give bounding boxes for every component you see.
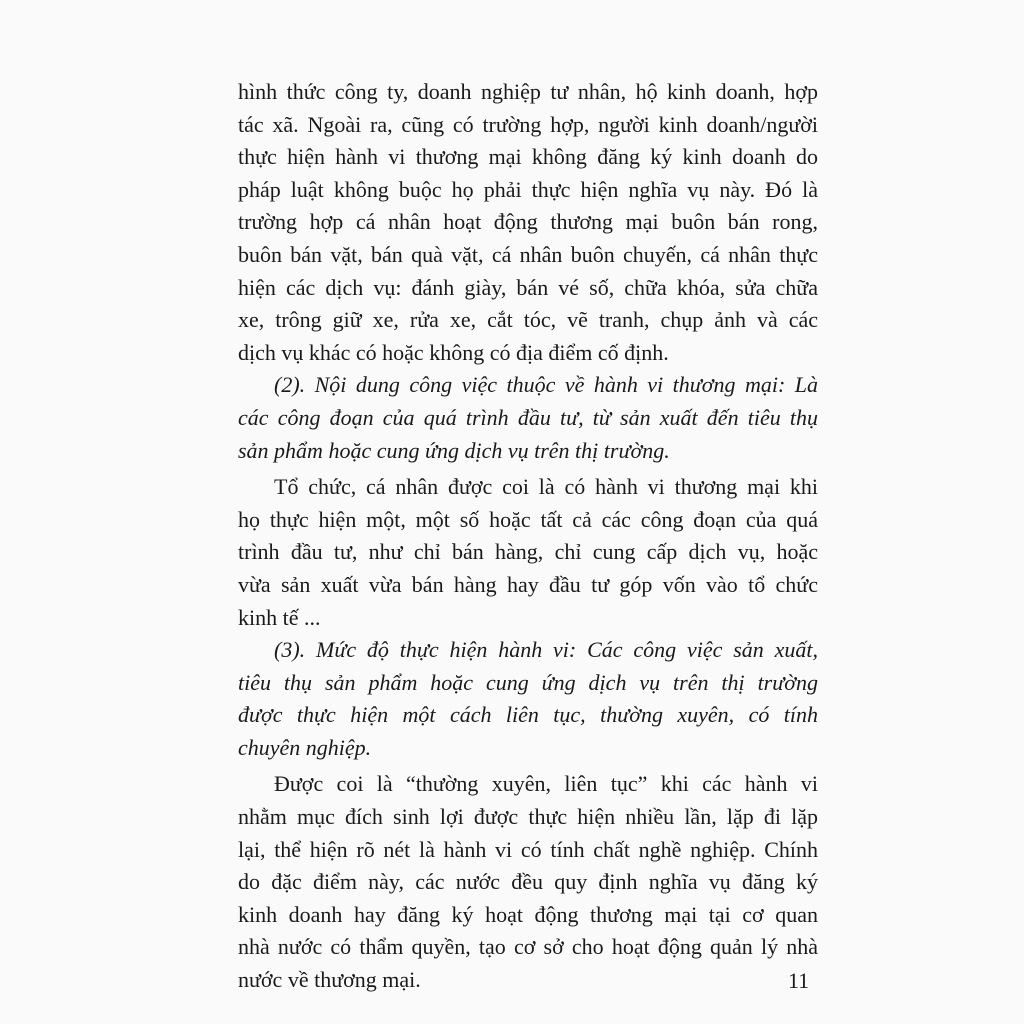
paragraph-4-italic (238, 634, 818, 764)
text-line: (3). Mức độ thực hiện hành vi: Các công việc sản xuất, (274, 637, 818, 663)
text-line: nhà nước có thẩm quyền, tạo cơ sở cho hoạt động quản lý nhà (238, 934, 818, 960)
text-line: được thực hiện một cách liên tục, thường xuyên, có tính (238, 702, 818, 728)
text-line: do đặc điểm này, các nước đều quy định nghĩa vụ đăng ký (238, 869, 818, 895)
text-line: Được coi là “thường xuyên, liên tục” khi các hành vi (274, 771, 818, 797)
text-line: hiện các dịch vụ: đánh giày, bán vé số, chữa khóa, sửa chữa (238, 274, 818, 300)
text-line: hình thức công ty, doanh nghiệp tư nhân, hộ kinh doanh, hợp (238, 79, 818, 104)
text-line: xe, trông giữ xe, rửa xe, cắt tóc, vẽ tranh, chụp ảnh và các (238, 307, 818, 333)
text-line: tác xã. Ngoài ra, cũng có trường hợp, người kinh doanh/người (238, 111, 818, 137)
paragraph-1 (238, 76, 818, 369)
text-line: họ thực hiện một, một số hoặc tất cả các công đoạn của quá (238, 506, 818, 532)
body-text (238, 76, 818, 997)
paragraph-2-italic (238, 369, 818, 467)
text-line: kinh doanh hay đăng ký hoạt động thương mại tại cơ quan (238, 901, 818, 927)
text-line: tiêu thụ sản phẩm hoặc cung ứng dịch vụ trên thị trường (238, 669, 818, 695)
text-line: dịch vụ khác có hoặc không có địa điểm cố định. (238, 339, 669, 365)
text-line: trường hợp cá nhân hoạt động thương mại buôn bán rong, (238, 209, 818, 235)
text-line: nhằm mục đích sinh lợi được thực hiện nhiều lần, lặp đi lặp (238, 804, 818, 830)
text-line: kinh tế ... (238, 604, 321, 630)
text-line: sản phẩm hoặc cung ứng dịch vụ trên thị trường. (238, 437, 670, 463)
text-line: vừa sản xuất vừa bán hàng hay đầu tư góp vốn vào tổ chức (238, 571, 818, 597)
paragraph-3 (238, 471, 818, 634)
text-line: lại, thể hiện rõ nét là hành vi có tính chất nghề nghiệp. Chính (238, 836, 818, 862)
page-number: 11 (788, 968, 810, 993)
text-line: buôn bán vặt, bán quà vặt, cá nhân buôn chuyến, cá nhân thực (238, 241, 818, 267)
text-line: thực hiện hành vi thương mại không đăng ký kinh doanh do (238, 144, 818, 170)
text-line: các công đoạn của quá trình đầu tư, từ sản xuất đến tiêu thụ (238, 404, 818, 430)
text-line: pháp luật không buộc họ phải thực hiện nghĩa vụ này. Đó là (238, 176, 818, 202)
text-line: (2). Nội dung công việc thuộc về hành vi thương mại: Là (274, 372, 818, 398)
text-line: chuyên nghiệp. (238, 734, 372, 760)
text-line: trình đầu tư, như chỉ bán hàng, chỉ cung cấp dịch vụ, hoặc (238, 539, 818, 565)
text-line: nước về thương mại. (238, 967, 421, 993)
text-line: Tổ chức, cá nhân được coi là có hành vi thương mại khi (274, 474, 818, 500)
paragraph-5 (238, 768, 818, 996)
